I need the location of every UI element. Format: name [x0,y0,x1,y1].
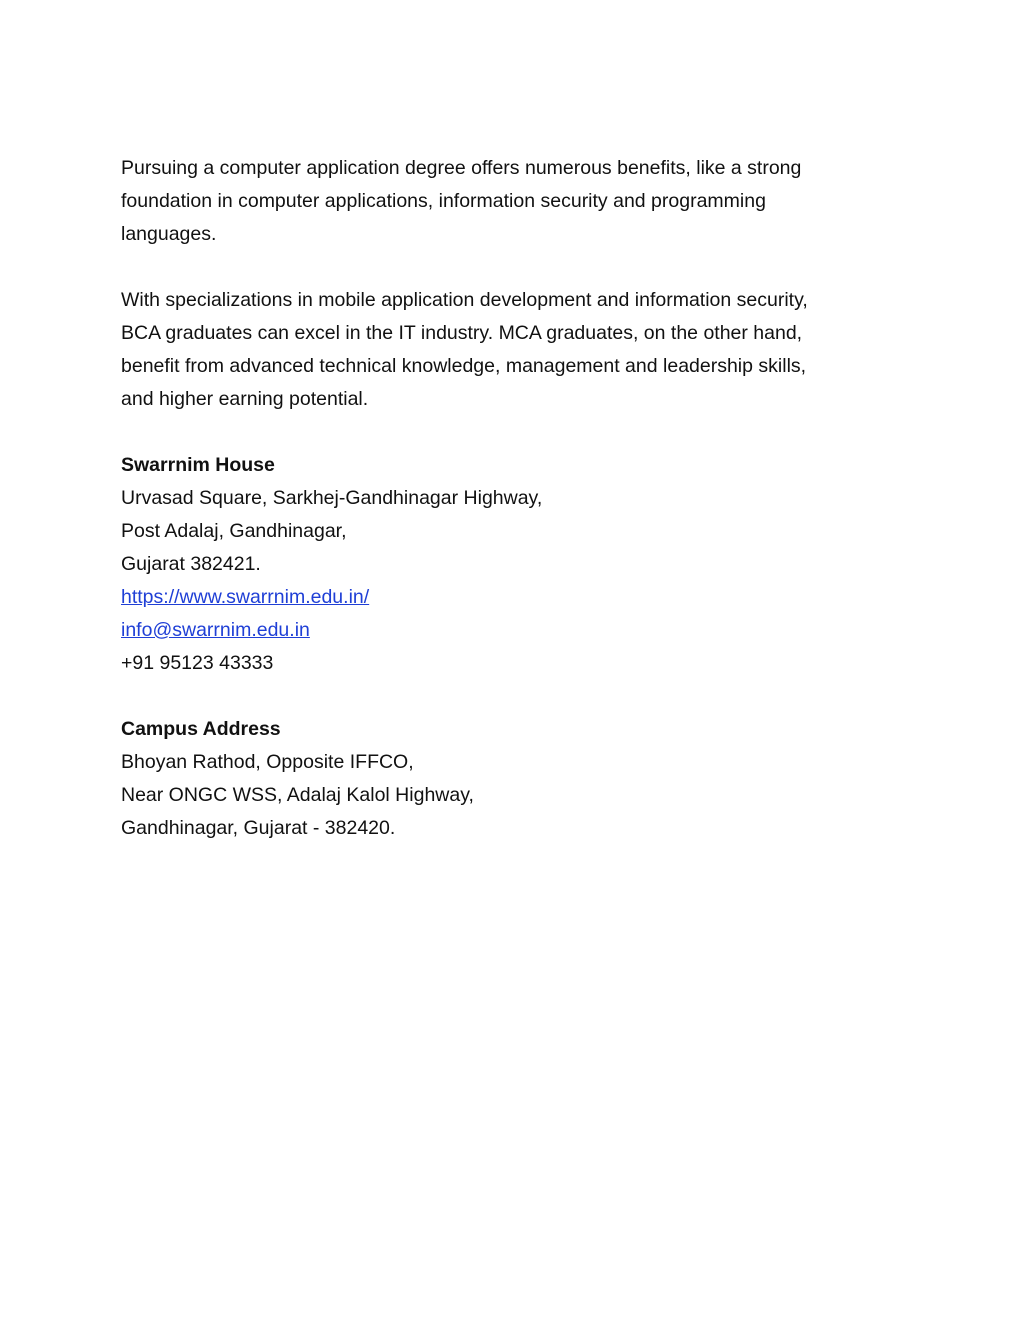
address-line: Urvasad Square, Sarkhej-Gandhinagar Highway, [121,487,543,509]
campus-address-heading: Campus Address [121,718,281,740]
address-line: Near ONGC WSS, Adalaj Kalol Highway, [121,784,474,806]
intro-line: languages. [121,223,217,245]
email-line [121,614,921,647]
website-line [121,581,921,614]
specialization-line: BCA graduates can excel in the IT industry. MCA graduates, on the other hand, [121,322,803,344]
specialization-line: benefit from advanced technical knowledge, management and leadership skills, [121,355,807,377]
intro-line: foundation in computer applications, information security and programming [121,190,766,212]
intro-line: Pursuing a computer application degree offers numerous benefits, like a strong [121,157,802,179]
address-line: Bhoyan Rathod, Opposite IFFCO, [121,751,414,773]
specialization-line: and higher earning potential. [121,388,369,410]
campus-address-block [121,713,921,845]
address-line: Gujarat 382421. [121,553,261,575]
phone-number: +91 95123 43333 [121,652,274,674]
specialization-line: With specializations in mobile application development and information security, [121,289,808,311]
paragraph-spacer [121,416,921,449]
email-link[interactable]: info@swarrnim.edu.in [121,619,310,641]
specialization-paragraph [121,284,921,416]
intro-paragraph [121,152,921,251]
paragraph-spacer [121,680,921,713]
document-page [121,152,921,845]
address-line: Gandhinagar, Gujarat - 382420. [121,817,396,839]
swarrnim-house-block [121,449,921,680]
address-line: Post Adalaj, Gandhinagar, [121,520,347,542]
swarrnim-house-heading: Swarrnim House [121,454,275,476]
website-link[interactable]: https://www.swarrnim.edu.in/ [121,586,370,608]
paragraph-spacer [121,251,921,284]
